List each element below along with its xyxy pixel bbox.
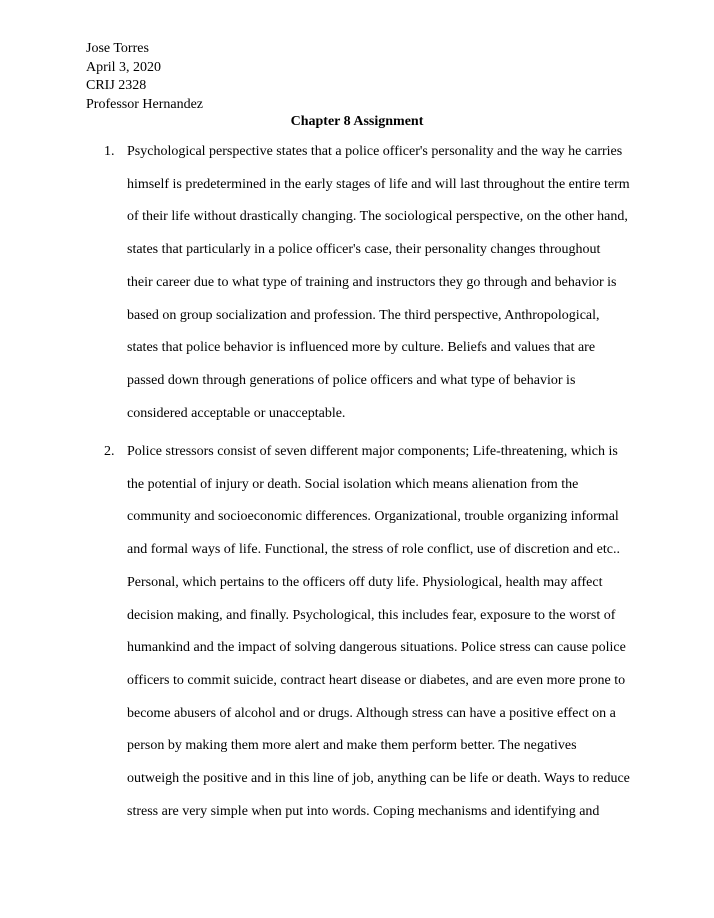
document-title: Chapter 8 Assignment (290, 114, 424, 129)
course-code: CRIJ 2328 (86, 78, 147, 93)
answer-text-line: based on group socialization and profession. The third perspective, Anthropological, (127, 307, 600, 323)
answer-text-line: Psychological perspective states that a police officer's personality and the way he carries (127, 144, 623, 159)
author-name: Jose Torres (86, 41, 149, 56)
answer-text-line: states that particularly in a police officer's case, their personality changes throughout (127, 242, 601, 258)
assignment-date: April 3, 2020 (86, 59, 162, 75)
answer-text-line: decision making, and finally. Psychological, this includes fear, exposure to the worst of (127, 607, 616, 623)
answer-text-line: community and socioeconomic differences. Organizational, trouble organizing informal (127, 509, 619, 525)
answer-number: 2. (104, 444, 115, 459)
answer-text-line: the potential of injury or death. Social isolation which means alienation from the (127, 476, 579, 492)
answer-text-line: Police stressors consist of seven different major components; Life-threatening, which is (127, 444, 618, 459)
answer-text-line: outweigh the positive and in this line of job, anything can be life or death. Ways to reduce (127, 771, 630, 786)
answer-text-line: states that police behavior is influenced more by culture. Beliefs and values that are (127, 340, 596, 356)
answer-number: 1. (104, 144, 115, 159)
professor-name: Professor Hernandez (86, 96, 204, 112)
answer-text-line: become abusers of alcohol and or drugs. Although stress can have a positive effect on a (127, 705, 616, 721)
answer-text-line: their career due to what type of training and instructors they go through and behavior is (127, 274, 617, 290)
answer-text-line: person by making them more alert and make them perform better. The negatives (127, 738, 577, 754)
answer-text-line: passed down through generations of police officers and what type of behavior is (127, 372, 576, 388)
answer-text-line: officers to commit suicide, contract heart disease or diabetes, and are even more prone to (127, 672, 626, 688)
answer-text-line: considered acceptable or unacceptable. (127, 405, 346, 421)
answer-text-line: of their life without drastically changing. The sociological perspective, on the other hand, (127, 209, 628, 225)
answer-text-line: stress are very simple when put into words. Coping mechanisms and identifying and (127, 803, 600, 819)
answer-text-line: humankind and the impact of solving dangerous situations. Police stress can cause police (127, 640, 626, 656)
answer-text-line: Personal, which pertains to the officers off duty life. Physiological, health may affect (127, 574, 603, 590)
answer-text-line: and formal ways of life. Functional, the stress of role conflict, use of discretion and etc.. (127, 542, 620, 558)
header-block (86, 40, 203, 114)
answer-text-line: himself is predetermined in the early stages of life and will last throughout the entire term (127, 176, 630, 192)
